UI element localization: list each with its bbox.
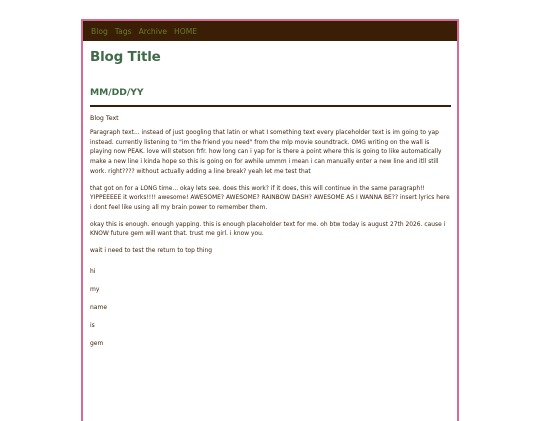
blog-content: [83, 49, 457, 347]
top-navbar: [83, 21, 457, 41]
heading-divider: [90, 105, 451, 107]
short-line-4: is: [90, 321, 95, 329]
short-line-1: hi: [90, 267, 96, 275]
post-paragraph-3: okay this is enough. enough yapping. this is enough placeholder text for me. oh btw today is august 27th 2026. cause i KNOW future gem will want that. trust me girl. i know you.: [90, 221, 446, 238]
blog-text-label: Blog Text: [90, 115, 119, 122]
post-date-heading: MM/DD/YY: [90, 87, 144, 98]
blog-title: Blog Title: [90, 49, 161, 65]
nav-link-home[interactable]: HOME: [174, 26, 198, 36]
post-paragraph-4: wait i need to test the return to top thing: [90, 248, 213, 255]
nav-link-archive[interactable]: Archive: [138, 26, 168, 36]
post-paragraph-1: Paragraph text... instead of just googling that latin or what I something text every placeholder text is im going to yap instead. currently listening to "im the friend you need" from the mlp movie soundtrack. OMG writing on the wall is playing now PEAK. love will stetson frfr. how long can i yap for is there a point where this is going to like automatically make a new line i kinda hope so this is going on for awhile ummm i mean i can manually enter a new line and itll still work. right???? without actually adding a line break? yeah let me test that: [90, 130, 442, 175]
short-line-2: my: [90, 285, 100, 293]
short-line-5: gem: [90, 339, 104, 347]
nav-link-tags[interactable]: Tags: [114, 26, 132, 36]
post-paragraph-2: that got on for a LONG time... okay lets see. does this work? if it does, this will continue in the same paragraph!! YIPPEEEEE it works!!!! awesome! AWESOME? AWESOME? RAINBOW DASH? AWESOME AS I WANNA BE?? insert lyrics here i dont feel like using all my brain power to remember them.: [90, 185, 450, 211]
short-line-3: name: [90, 303, 108, 311]
nav-link-blog[interactable]: Blog: [91, 26, 108, 36]
blog-frame: [81, 19, 459, 421]
